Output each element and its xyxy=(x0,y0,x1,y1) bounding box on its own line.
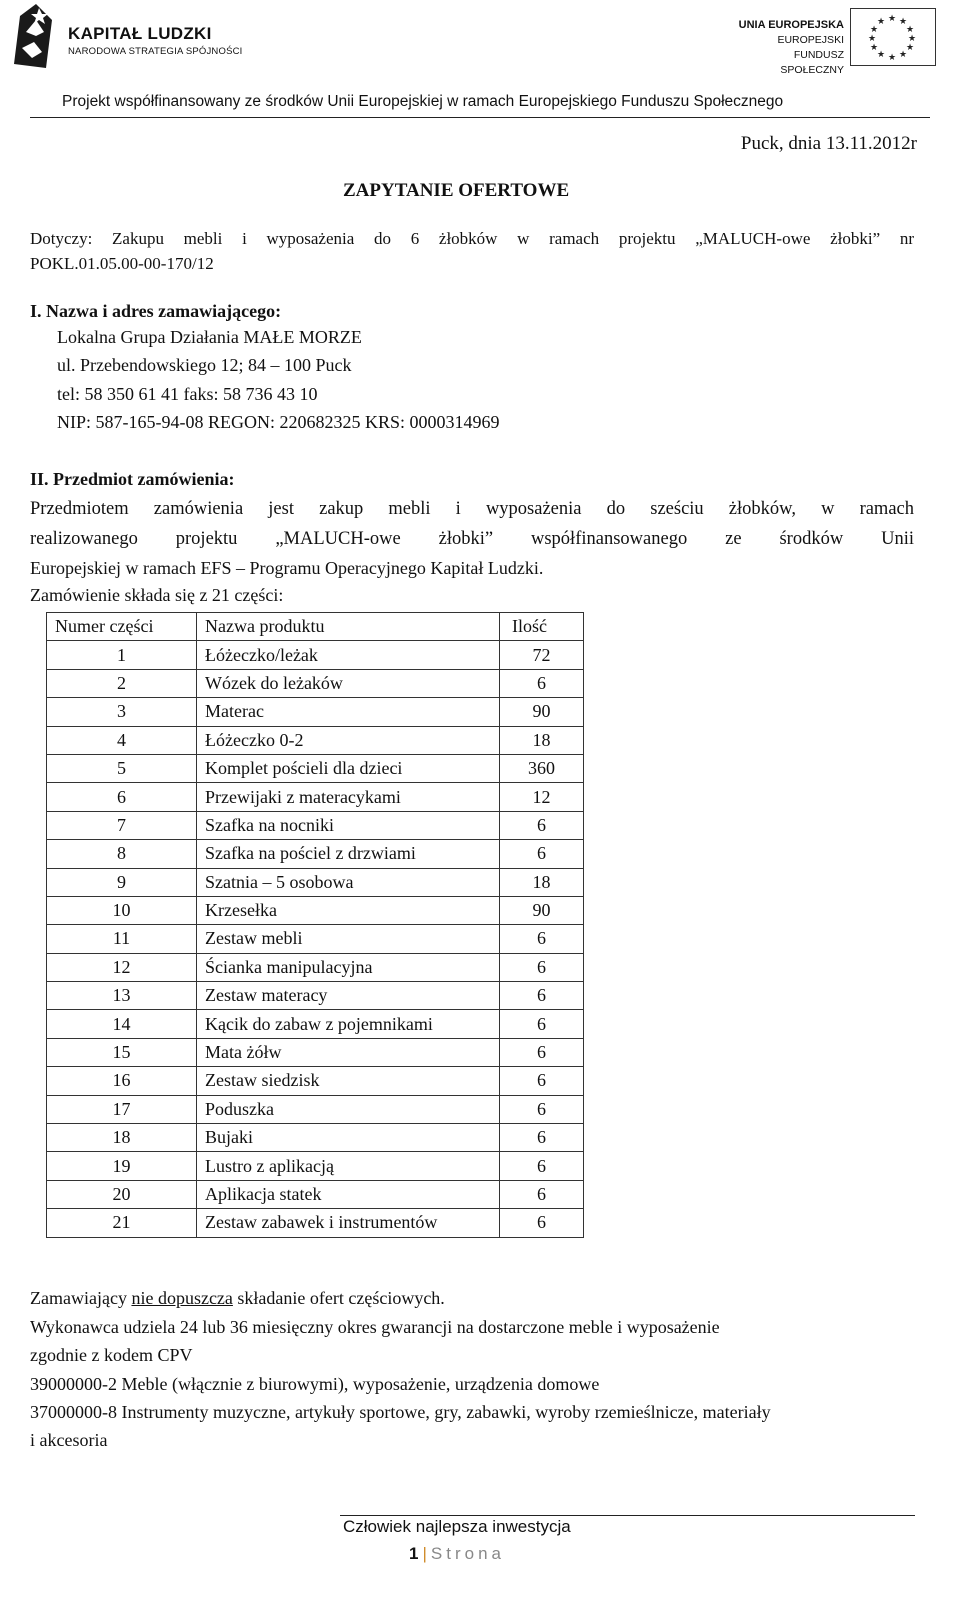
part-number-cell: 6 xyxy=(47,783,197,811)
quantity-cell: 90 xyxy=(500,698,584,726)
product-name-cell: Materac xyxy=(197,698,500,726)
product-name-cell: Kącik do zabaw z pojemnikami xyxy=(197,1010,500,1038)
product-name-cell: Zestaw mebli xyxy=(197,925,500,953)
product-name-cell: Zestaw siedzisk xyxy=(197,1067,500,1095)
part-number-cell: 10 xyxy=(47,896,197,924)
header-product-name: Nazwa produktu xyxy=(197,613,500,641)
document-date: Puck, dnia 13.11.2012r xyxy=(740,133,917,154)
quantity-cell: 6 xyxy=(500,1095,584,1123)
svg-text:★: ★ xyxy=(905,25,915,35)
page-separator: | xyxy=(422,1544,427,1563)
part-number-cell: 18 xyxy=(47,1124,197,1152)
product-name-cell: Zestaw zabawek i instrumentów xyxy=(197,1209,500,1237)
svg-text:★: ★ xyxy=(869,43,879,53)
product-name-cell: Zestaw materacy xyxy=(197,982,500,1010)
page-number xyxy=(409,1544,505,1564)
quantity-cell: 6 xyxy=(500,1152,584,1180)
part-number-cell: 3 xyxy=(47,698,197,726)
table-row xyxy=(47,896,584,924)
table-row xyxy=(47,783,584,811)
eu-line-3: FUNDUSZ SPOŁECZNY xyxy=(780,49,844,76)
svg-text:★: ★ xyxy=(867,34,877,44)
subject-para-line-2: realizowanego projektu „MALUCH-owe żłobki” współfinansowanego ze środków Unii xyxy=(30,529,914,549)
orderer-phone: tel: 58 350 61 41 faks: 58 736 43 10 xyxy=(57,384,318,404)
table-row xyxy=(47,811,584,839)
part-number-cell: 21 xyxy=(47,1209,197,1237)
warranty-line-1: Wykonawca udziela 24 lub 36 miesięczny okres gwarancji na dostarczone meble i wyposażenie xyxy=(30,1317,720,1337)
table-row xyxy=(47,698,584,726)
product-name-cell: Łóżeczko/leżak xyxy=(197,641,500,669)
product-name-cell: Szatnia – 5 osobowa xyxy=(197,868,500,896)
page-number-value: 1 xyxy=(409,1544,419,1563)
eu-logo-text xyxy=(736,18,844,78)
table-row xyxy=(47,840,584,868)
warranty-line-2: zgodnie z kodem CPV xyxy=(30,1345,193,1365)
quantity-cell: 6 xyxy=(500,982,584,1010)
project-cofinancing-line: Projekt współfinansowany ze środków Unii Europejskiej w ramach Europejskiego Funduszu Społecznego xyxy=(62,93,784,110)
header-quantity: Ilość xyxy=(500,613,584,641)
part-number-cell: 19 xyxy=(47,1152,197,1180)
subject-line-1: Dotyczy: Zakupu mebli i wyposażenia do 6 żłobków w ramach projektu „MALUCH-owe żłobki” nr xyxy=(30,229,914,248)
quantity-cell: 6 xyxy=(500,1067,584,1095)
quantity-cell: 6 xyxy=(500,925,584,953)
product-name-cell: Bujaki xyxy=(197,1124,500,1152)
page-word: Strona xyxy=(430,1544,505,1563)
product-name-cell: Lustro z aplikacją xyxy=(197,1152,500,1180)
svg-text:★: ★ xyxy=(905,43,915,53)
svg-text:★: ★ xyxy=(876,50,886,60)
quantity-cell: 6 xyxy=(500,1038,584,1066)
kl-subtitle: NARODOWA STRATEGIA SPÓJNOŚCI xyxy=(68,46,243,57)
svg-text:★: ★ xyxy=(887,14,897,24)
partial-offers-note xyxy=(30,1288,445,1309)
table-row xyxy=(47,641,584,669)
quantity-cell: 18 xyxy=(500,726,584,754)
partial-offers-underlined: nie dopuszcza xyxy=(131,1288,233,1308)
quantity-cell: 6 xyxy=(500,953,584,981)
part-number-cell: 1 xyxy=(47,641,197,669)
table-row xyxy=(47,1124,584,1152)
cpv-code-2-line-2: i akcesoria xyxy=(30,1430,108,1450)
product-name-cell: Poduszka xyxy=(197,1095,500,1123)
eu-logo xyxy=(736,8,936,76)
part-number-cell: 15 xyxy=(47,1038,197,1066)
table-row xyxy=(47,1180,584,1208)
parts-table xyxy=(46,612,584,1238)
svg-text:★: ★ xyxy=(887,53,897,63)
part-number-cell: 2 xyxy=(47,669,197,697)
product-name-cell: Krzesełka xyxy=(197,896,500,924)
footer-motto: Człowiek najlepsza inwestycja xyxy=(343,1517,571,1536)
footer-divider xyxy=(340,1515,915,1516)
product-name-cell: Łóżeczko 0-2 xyxy=(197,726,500,754)
table-row xyxy=(47,868,584,896)
product-name-cell: Aplikacja statek xyxy=(197,1180,500,1208)
part-number-cell: 12 xyxy=(47,953,197,981)
kapital-ludzki-emblem-icon xyxy=(6,2,58,70)
svg-text:★: ★ xyxy=(907,34,917,44)
product-name-cell: Ścianka manipulacyjna xyxy=(197,953,500,981)
product-name-cell: Mata żółw xyxy=(197,1038,500,1066)
product-name-cell: Wózek do leżaków xyxy=(197,669,500,697)
svg-text:★: ★ xyxy=(869,25,879,35)
kl-title: KAPITAŁ LUDZKI xyxy=(68,24,212,43)
section-2-heading: II. Przedmiot zamówienia: xyxy=(30,469,235,489)
product-name-cell: Szafka na nocniki xyxy=(197,811,500,839)
quantity-cell: 18 xyxy=(500,868,584,896)
table-row xyxy=(47,982,584,1010)
eu-line-2: EUROPEJSKI xyxy=(777,34,844,46)
cpv-code-1: 39000000-2 Meble (włącznie z biurowymi), wyposażenie, urządzenia domowe xyxy=(30,1374,600,1394)
partial-offers-pre: Zamawiający xyxy=(30,1288,132,1308)
document-title: ZAPYTANIE OFERTOWE xyxy=(343,180,570,201)
table-row xyxy=(47,754,584,782)
parts-intro: Zamówienie składa się z 21 części: xyxy=(30,585,284,605)
quantity-cell: 72 xyxy=(500,641,584,669)
eu-flag-icon xyxy=(850,8,936,66)
section-1-heading: I. Nazwa i adres zamawiającego: xyxy=(30,301,282,321)
part-number-cell: 13 xyxy=(47,982,197,1010)
subject-line-2: POKL.01.05.00-00-170/12 xyxy=(30,254,214,273)
part-number-cell: 8 xyxy=(47,840,197,868)
quantity-cell: 360 xyxy=(500,754,584,782)
part-number-cell: 14 xyxy=(47,1010,197,1038)
cpv-code-2-line-1: 37000000-8 Instrumenty muzyczne, artykuły sportowe, gry, zabawki, wyroby rzemieślnicze, materiały xyxy=(30,1402,771,1422)
partial-offers-post: składanie ofert częściowych. xyxy=(232,1288,445,1308)
table-row xyxy=(47,669,584,697)
part-number-cell: 11 xyxy=(47,925,197,953)
quantity-cell: 12 xyxy=(500,783,584,811)
quantity-cell: 90 xyxy=(500,896,584,924)
table-header-row xyxy=(47,613,584,641)
part-number-cell: 17 xyxy=(47,1095,197,1123)
svg-text:★: ★ xyxy=(898,17,908,27)
table-row xyxy=(47,1010,584,1038)
table-row xyxy=(47,925,584,953)
part-number-cell: 9 xyxy=(47,868,197,896)
eu-line-1: UNIA EUROPEJSKA xyxy=(738,19,844,31)
table-row xyxy=(47,726,584,754)
table-row xyxy=(47,953,584,981)
table-row xyxy=(47,1038,584,1066)
part-number-cell: 5 xyxy=(47,754,197,782)
table-row xyxy=(47,1152,584,1180)
quantity-cell: 6 xyxy=(500,840,584,868)
quantity-cell: 6 xyxy=(500,811,584,839)
subject-para-line-3: Europejskiej w ramach EFS – Programu Operacyjnego Kapitał Ludzki. xyxy=(30,558,544,578)
product-name-cell: Szafka na pościel z drzwiami xyxy=(197,840,500,868)
part-number-cell: 20 xyxy=(47,1180,197,1208)
part-number-cell: 4 xyxy=(47,726,197,754)
part-number-cell: 16 xyxy=(47,1067,197,1095)
orderer-address: ul. Przebendowskiego 12; 84 – 100 Puck xyxy=(57,355,352,375)
quantity-cell: 6 xyxy=(500,669,584,697)
quantity-cell: 6 xyxy=(500,1124,584,1152)
subject-para-line-1: Przedmiotem zamówienia jest zakup mebli i wyposażenia do sześciu żłobków, w ramach xyxy=(30,499,914,519)
table-row xyxy=(47,1209,584,1237)
svg-text:★: ★ xyxy=(876,17,886,27)
part-number-cell: 7 xyxy=(47,811,197,839)
quantity-cell: 6 xyxy=(500,1209,584,1237)
product-name-cell: Komplet pościeli dla dzieci xyxy=(197,754,500,782)
table-row xyxy=(47,1095,584,1123)
table-row xyxy=(47,1067,584,1095)
header-part-number: Numer części xyxy=(47,613,197,641)
product-name-cell: Przewijaki z materacykami xyxy=(197,783,500,811)
quantity-cell: 6 xyxy=(500,1010,584,1038)
header-divider xyxy=(30,117,930,118)
kapital-ludzki-logo xyxy=(6,2,246,72)
svg-text:★: ★ xyxy=(898,50,908,60)
orderer-ids: NIP: 587-165-94-08 REGON: 220682325 KRS: 0000314969 xyxy=(57,412,500,432)
orderer-name: Lokalna Grupa Działania MAŁE MORZE xyxy=(57,327,362,347)
quantity-cell: 6 xyxy=(500,1180,584,1208)
